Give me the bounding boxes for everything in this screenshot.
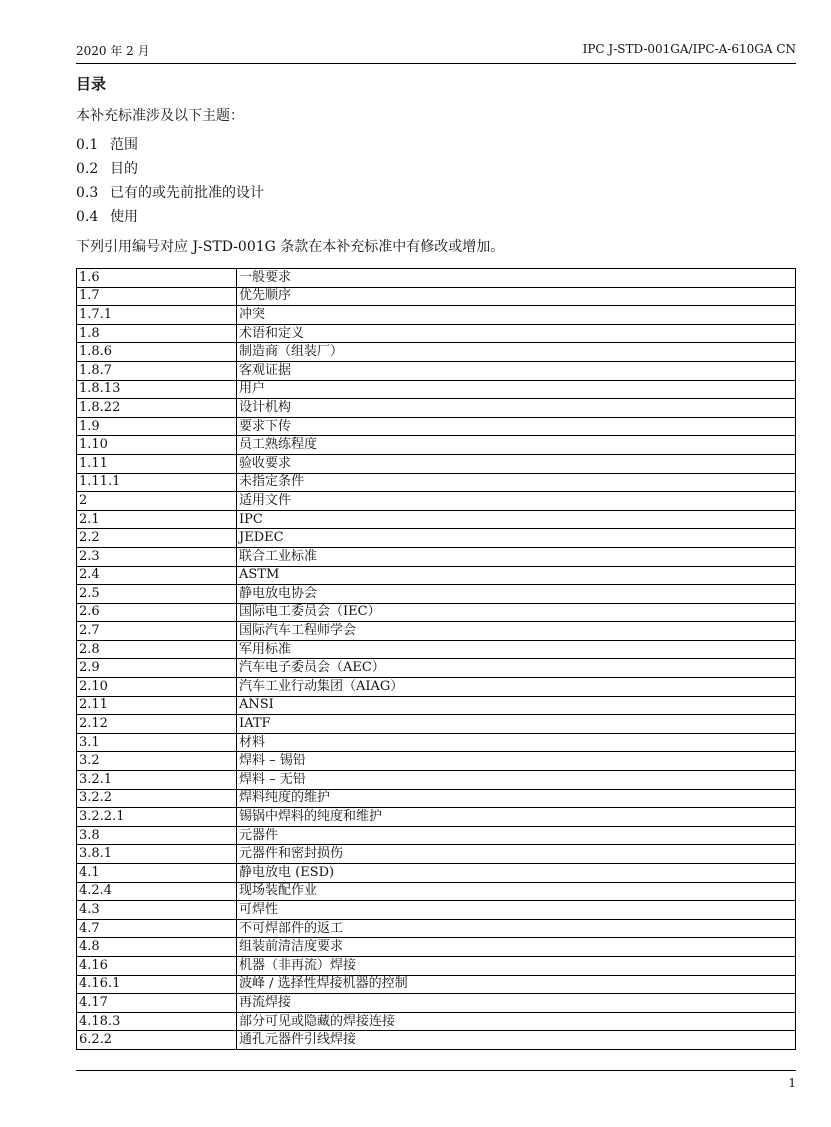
clause-title: 部分可见或隐藏的焊接连接 (237, 1012, 796, 1031)
clause-number: 3.8.1 (77, 845, 237, 864)
header-divider (76, 63, 796, 64)
clause-title: 材料 (237, 733, 796, 752)
clause-title: 机器（非再流）焊接 (237, 956, 796, 975)
table-row (77, 994, 796, 1013)
header-date: 2020 年 2 月 (76, 44, 150, 58)
table-row (77, 882, 796, 901)
table-row (77, 380, 796, 399)
clause-title: 联合工业标准 (237, 547, 796, 566)
clause-number: 3.2.2 (77, 789, 237, 808)
table-lead-text: 下列引用编号对应 J-STD-001G 条款在本补充标准中有修改或增加。 (76, 239, 505, 255)
clause-title: 汽车工业行动集团（AIAG） (237, 678, 796, 697)
clause-title: 可焊性 (237, 901, 796, 920)
topic-number: 0.1 (76, 137, 99, 153)
clause-title: 用户 (237, 380, 796, 399)
table-row (77, 789, 796, 808)
clause-number: 2.11 (77, 696, 237, 715)
clause-number: 2.7 (77, 622, 237, 641)
table-row (77, 622, 796, 641)
clause-title: IATF (237, 715, 796, 734)
table-row (77, 473, 796, 492)
clause-number: 3.2 (77, 752, 237, 771)
topic-label: 范围 (110, 137, 138, 153)
table-row (77, 752, 796, 771)
clause-title: 优先顺序 (237, 287, 796, 306)
clause-table (76, 268, 796, 1050)
table-row (77, 343, 796, 362)
table-row (77, 287, 796, 306)
table-row (77, 436, 796, 455)
clause-number: 2.5 (77, 585, 237, 604)
clause-title: 锡锅中焊料的纯度和维护 (237, 808, 796, 827)
intro-text: 本补充标准涉及以下主题： (76, 108, 244, 124)
table-row (77, 306, 796, 325)
topic-label: 目的 (110, 161, 138, 177)
table-row (77, 566, 796, 585)
topic-number: 0.4 (76, 209, 99, 225)
table-row (77, 417, 796, 436)
clause-number: 2.4 (77, 566, 237, 585)
header-doc-id: IPC J-STD-001GA/IPC-A-610GA CN (582, 42, 796, 56)
clause-number: 1.9 (77, 417, 237, 436)
topic-item (76, 183, 264, 207)
table-row (77, 696, 796, 715)
clause-title: 元器件和密封损伤 (237, 845, 796, 864)
clause-number: 1.8.22 (77, 399, 237, 418)
topic-label: 已有的或先前批准的设计 (110, 185, 264, 201)
clause-title: 现场装配作业 (237, 882, 796, 901)
clause-number: 3.2.2.1 (77, 808, 237, 827)
clause-number: 4.16 (77, 956, 237, 975)
clause-number: 4.3 (77, 901, 237, 920)
table-row (77, 454, 796, 473)
clause-title: 静电放电 (ESD) (237, 864, 796, 883)
topic-number: 0.2 (76, 161, 99, 177)
clause-number: 1.8 (77, 324, 237, 343)
table-row (77, 399, 796, 418)
clause-number: 4.1 (77, 864, 237, 883)
clause-number: 2.6 (77, 603, 237, 622)
clause-title: 未指定条件 (237, 473, 796, 492)
clause-number: 2.8 (77, 640, 237, 659)
topic-label: 使用 (110, 209, 138, 225)
clause-number: 6.2.2 (77, 1031, 237, 1050)
clause-table-body (77, 269, 796, 1050)
clause-title: 通孔元器件引线焊接 (237, 1031, 796, 1050)
topic-item (76, 207, 264, 231)
clause-title: 员工熟练程度 (237, 436, 796, 455)
table-row (77, 529, 796, 548)
clause-title: 术语和定义 (237, 324, 796, 343)
table-row (77, 640, 796, 659)
page-number: 1 (788, 1076, 796, 1090)
clause-title: IPC (237, 510, 796, 529)
clause-title: 国际汽车工程师学会 (237, 622, 796, 641)
clause-number: 4.16.1 (77, 975, 237, 994)
table-row (77, 269, 796, 288)
clause-title: 国际电工委员会（IEC） (237, 603, 796, 622)
clause-number: 2.3 (77, 547, 237, 566)
topic-list (76, 135, 264, 231)
table-row (77, 659, 796, 678)
table-row (77, 826, 796, 845)
clause-title: 波峰 / 选择性焊接机器的控制 (237, 975, 796, 994)
clause-title: 焊料纯度的维护 (237, 789, 796, 808)
clause-title: 设计机构 (237, 399, 796, 418)
clause-number: 2.1 (77, 510, 237, 529)
clause-number: 2.12 (77, 715, 237, 734)
clause-number: 4.8 (77, 938, 237, 957)
clause-title: 一般要求 (237, 269, 796, 288)
topic-number: 0.3 (76, 185, 99, 201)
topic-item (76, 135, 264, 159)
table-row (77, 1031, 796, 1050)
clause-title: 要求下传 (237, 417, 796, 436)
clause-title: 军用标准 (237, 640, 796, 659)
clause-number: 3.1 (77, 733, 237, 752)
table-row (77, 808, 796, 827)
table-row (77, 585, 796, 604)
clause-number: 3.8 (77, 826, 237, 845)
clause-number: 4.17 (77, 994, 237, 1013)
clause-number: 1.8.7 (77, 361, 237, 380)
clause-title: 制造商（组装厂） (237, 343, 796, 362)
clause-number: 3.2.1 (77, 771, 237, 790)
table-row (77, 733, 796, 752)
clause-number: 2.10 (77, 678, 237, 697)
clause-title: 客观证据 (237, 361, 796, 380)
clause-number: 4.18.3 (77, 1012, 237, 1031)
table-row (77, 956, 796, 975)
clause-title: 静电放电协会 (237, 585, 796, 604)
clause-title: ASTM (237, 566, 796, 585)
table-row (77, 678, 796, 697)
clause-number: 1.7.1 (77, 306, 237, 325)
clause-number: 1.10 (77, 436, 237, 455)
table-row (77, 771, 796, 790)
table-row (77, 938, 796, 957)
clause-number: 1.8.6 (77, 343, 237, 362)
clause-title: 不可焊部件的返工 (237, 919, 796, 938)
table-row (77, 715, 796, 734)
table-row (77, 1012, 796, 1031)
clause-number: 2.2 (77, 529, 237, 548)
table-row (77, 361, 796, 380)
table-row (77, 603, 796, 622)
clause-title: 冲突 (237, 306, 796, 325)
clause-number: 2.9 (77, 659, 237, 678)
clause-title: ANSI (237, 696, 796, 715)
clause-title: 再流焊接 (237, 994, 796, 1013)
table-row (77, 324, 796, 343)
table-row (77, 845, 796, 864)
footer-divider (76, 1070, 796, 1071)
clause-title: 验收要求 (237, 454, 796, 473)
clause-title: 适用文件 (237, 492, 796, 511)
clause-number: 1.8.13 (77, 380, 237, 399)
clause-number: 1.6 (77, 269, 237, 288)
table-row (77, 901, 796, 920)
table-row (77, 919, 796, 938)
clause-number: 4.2.4 (77, 882, 237, 901)
clause-number: 1.11 (77, 454, 237, 473)
clause-number: 1.11.1 (77, 473, 237, 492)
table-row (77, 492, 796, 511)
table-row (77, 975, 796, 994)
table-row (77, 547, 796, 566)
clause-title: JEDEC (237, 529, 796, 548)
topic-item (76, 159, 264, 183)
clause-title: 焊料 – 无铅 (237, 771, 796, 790)
table-row (77, 864, 796, 883)
clause-title: 焊料 – 锡铅 (237, 752, 796, 771)
clause-number: 1.7 (77, 287, 237, 306)
clause-number: 2 (77, 492, 237, 511)
clause-title: 汽车电子委员会（AEC） (237, 659, 796, 678)
clause-title: 组装前清洁度要求 (237, 938, 796, 957)
section-title: 目录 (76, 75, 107, 93)
clause-number: 4.7 (77, 919, 237, 938)
table-row (77, 510, 796, 529)
clause-title: 元器件 (237, 826, 796, 845)
